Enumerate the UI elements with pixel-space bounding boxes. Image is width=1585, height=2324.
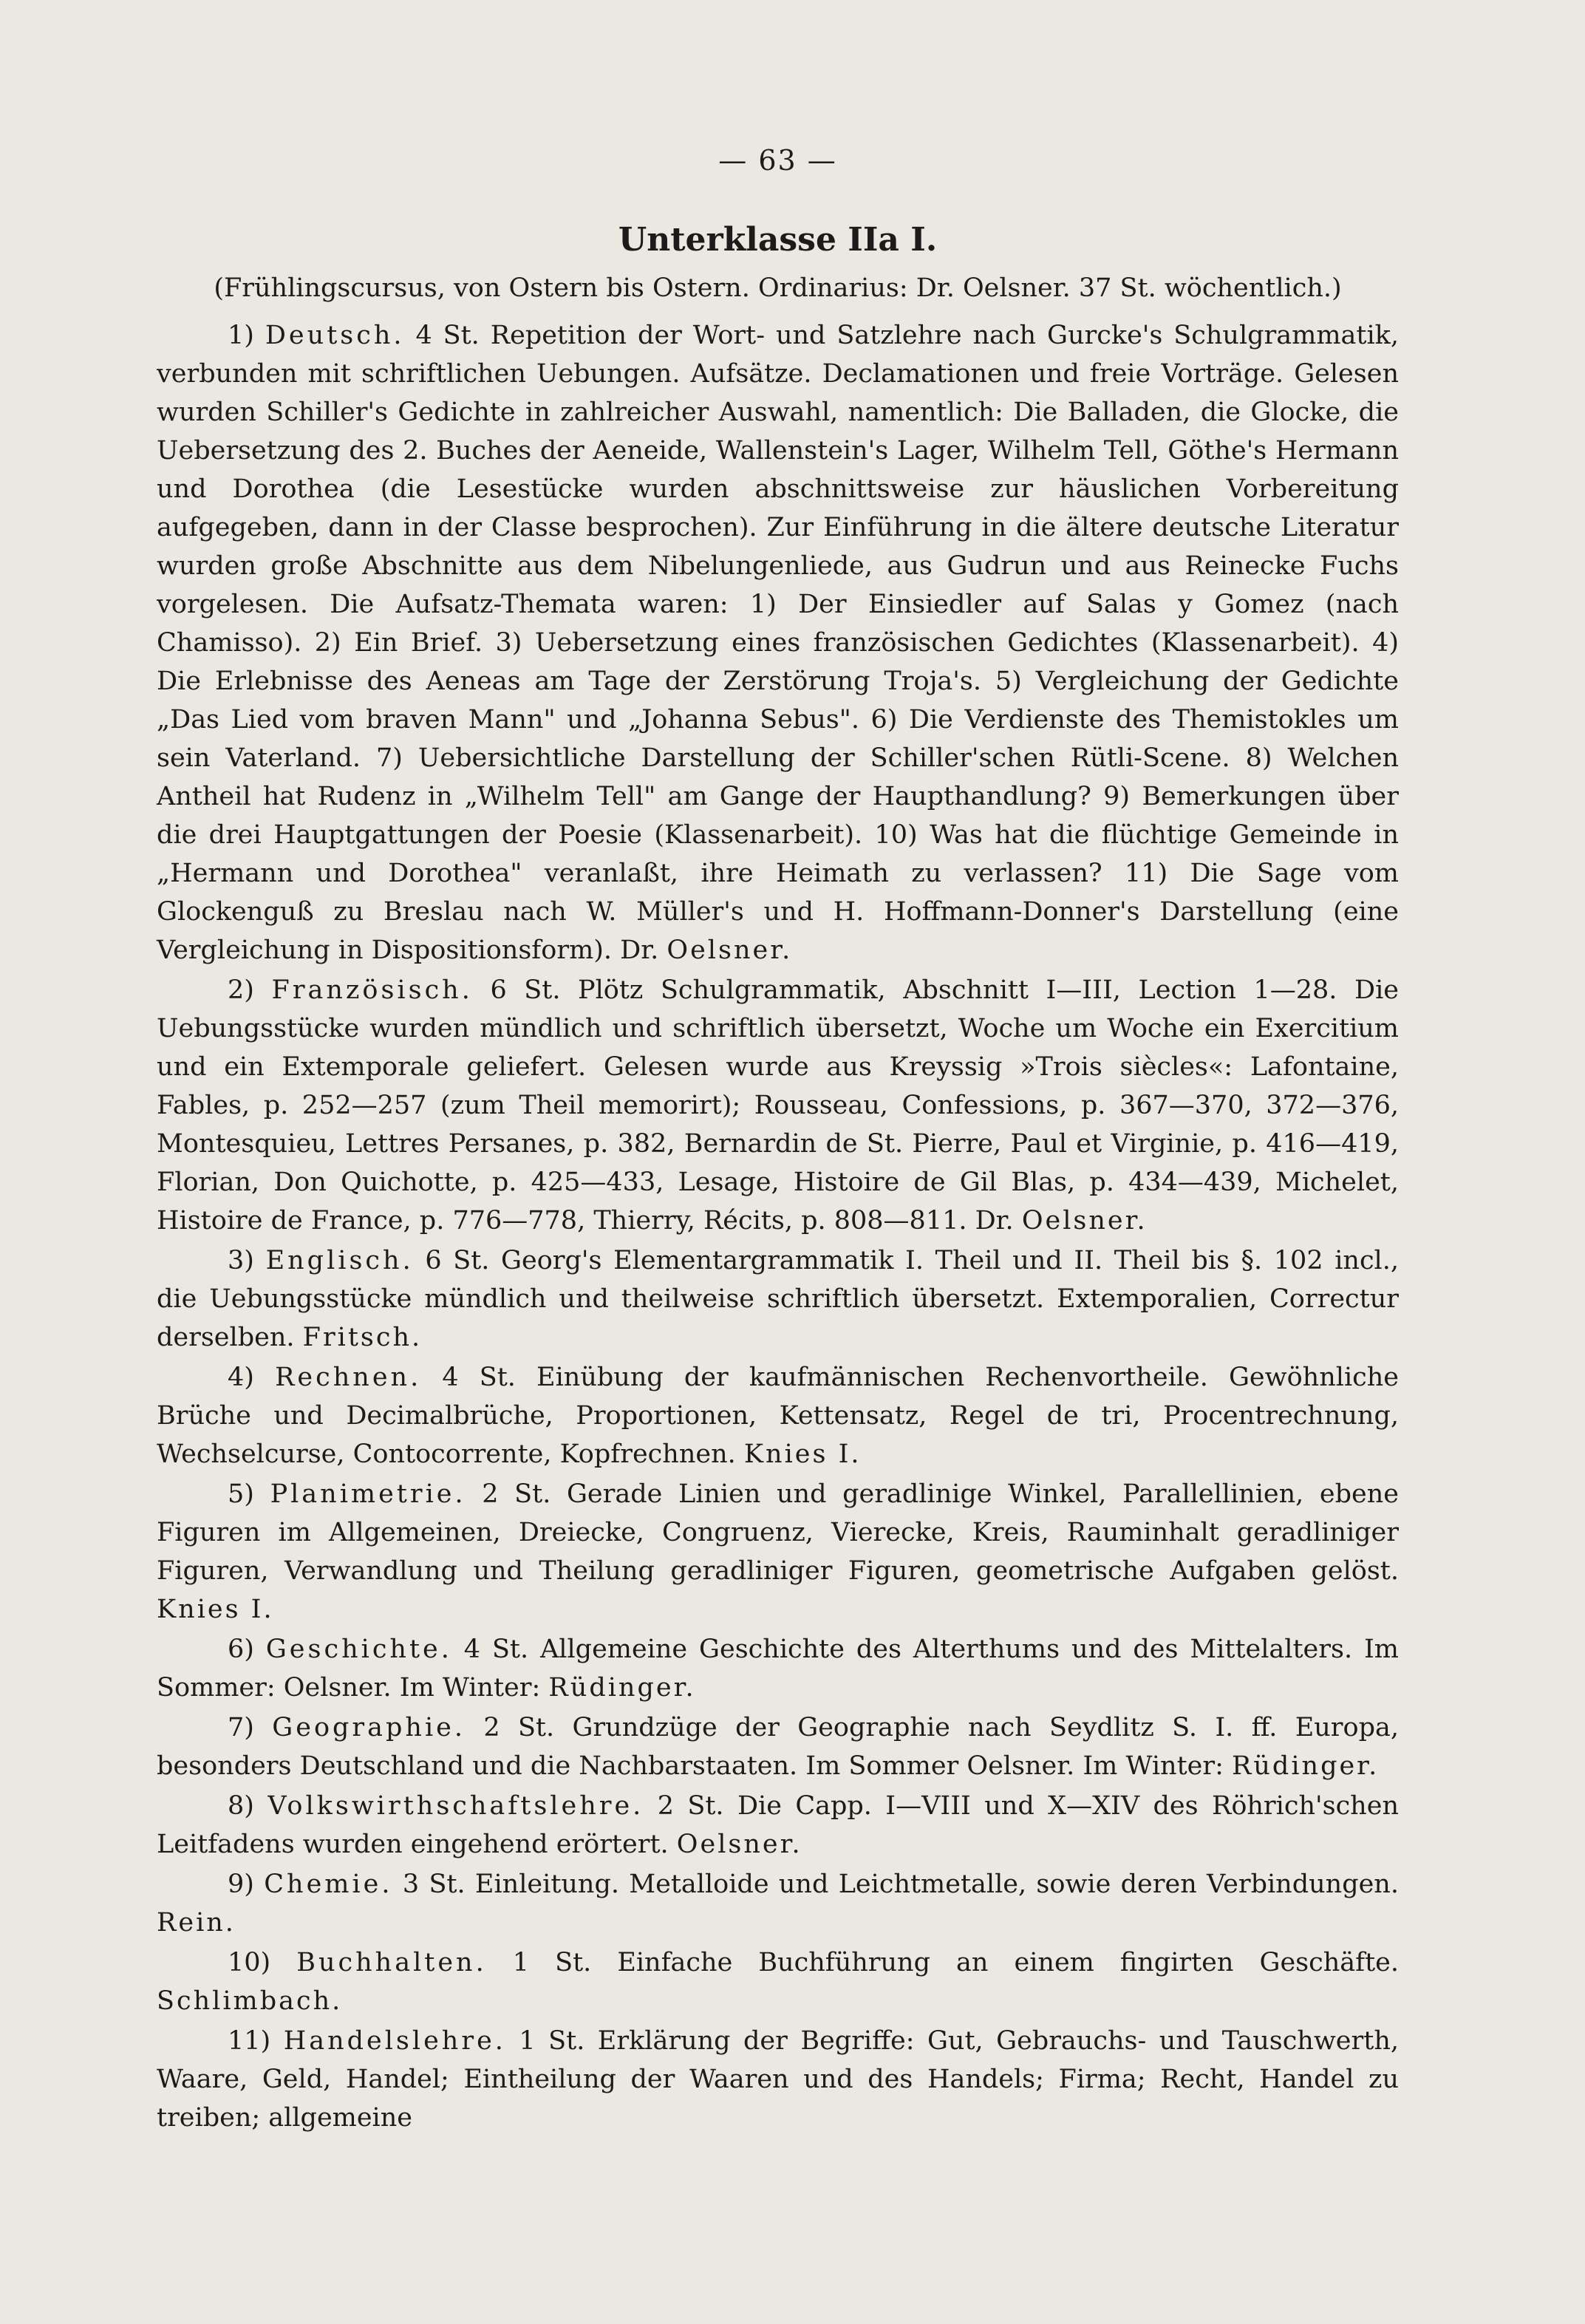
subject-teacher: Knies I.	[743, 1439, 862, 1469]
subject-text: 6 St. Georg's Elementargrammatik I. Theil und II. Theil bis §. 102 incl., die Uebungsstücke mündlich und theilweise schriftlich übersetzt. Extemporalien, Correctur derselben.	[157, 1246, 1399, 1352]
subject-teacher: Fritsch.	[302, 1323, 423, 1352]
subject-text: 6 St. Plötz Schulgrammatik, Abschnitt I—III, Lection 1—28. Die Uebungsstücke wurden mündlich und schriftlich übersetzt, Woche um Woche ein Exercitium und ein Extemporale geliefert. Gelesen wurde aus Kreyssig »Trois siècles«: Lafontaine, Fables, p. 252—257 (zum Theil memorirt); Rousseau, Confessions, p. 367—370, 372—376, Montesquieu, Lettres Persanes, p. 382, Bernardin de St. Pierre, Paul et Virginie, p. 416—419, Florian, Don Quichotte, p. 425—433, Lesage, Histoire de Gil Blas, p. 434—439, Michelet, Histoire de France, p. 776—778, Thierry, Récits, p. 808—811. Dr.	[157, 975, 1399, 1236]
subject-number: 10)	[228, 1948, 271, 1977]
subject-teacher: Oelsner.	[1021, 1206, 1148, 1236]
subject-teacher: Knies I.	[157, 1595, 274, 1624]
subject-history	[157, 1630, 1399, 1707]
subject-name: Buchhalten.	[296, 1948, 487, 1977]
subject-geography	[157, 1708, 1399, 1785]
class-title: Unterklasse IIa I.	[618, 221, 938, 259]
page-number: — 63 —	[718, 144, 837, 177]
subject-bookkeeping	[157, 1943, 1399, 2020]
subject-economics	[157, 1787, 1399, 1864]
subject-teacher: Oelsner.	[676, 1830, 802, 1859]
class-subtitle: (Frühlingscursus, von Ostern bis Ostern. Ordinarius: Dr. Oelsner. 37 St. wöchentlich.)	[214, 273, 1342, 303]
subject-name: Geographie.	[272, 1713, 466, 1742]
subject-name: Rechnen.	[275, 1363, 422, 1392]
subject-name: Deutsch.	[265, 321, 405, 350]
subject-french	[157, 971, 1399, 1240]
subject-text: 1 St. Einfache Buchführung an einem fingirten Geschäfte.	[512, 1948, 1399, 1977]
subject-number: 8)	[228, 1791, 254, 1821]
subject-text: 2 St. Grundzüge der Geographie nach Seydlitz S. I. ff. Europa, besonders Deutschland und die Nachbarstaaten. Im Sommer Oelsner. Im Winter:	[157, 1713, 1399, 1781]
subject-number: 2)	[228, 975, 254, 1005]
subject-german	[157, 316, 1399, 970]
subject-number: 3)	[228, 1246, 254, 1275]
subject-number: 9)	[228, 1870, 254, 1899]
subject-name: Planimetrie.	[270, 1479, 466, 1509]
subject-text: 4 St. Repetition der Wort- und Satzlehre nach Gurcke's Schulgrammatik, verbunden mit schriftlichen Uebungen. Aufsätze. Declamationen und freie Vorträge. Gelesen wurden Schiller's Gedichte in zahlreicher Auswahl, namentlich: Die Balladen, die Glocke, die Uebersetzung des 2. Buches der Aeneide, Wallenstein's Lager, Wilhelm Tell, Göthe's Hermann und Dorothea (die Lesestücke wurden abschnittsweise zur häuslichen Vorbereitung aufgegeben, dann in der Classe besprochen). Zur Einführung in die ältere deutsche Literatur wurden große Abschnitte aus dem Nibelungenliede, aus Gudrun und aus Reinecke Fuchs vorgelesen. Die Aufsatz-Themata waren: 1) Der Einsiedler auf Salas y Gomez (nach Chamisso). 2) Ein Brief. 3) Uebersetzung eines französischen Gedichtes (Klassenarbeit). 4) Die Erlebnisse des Aeneas am Tage der Zerstörung Troja's. 5) Vergleichung der Gedichte „Das Lied vom braven Mann" und „Johanna Sebus". 6) Die Verdienste des Themistokles um sein Vaterland. 7) Uebersichtliche Darstellung der Schiller'schen Rütli-Scene. 8) Welchen Antheil hat Rudenz in „Wilhelm Tell" am Gange der Haupthandlung? 9) Bemerkungen über die drei Hauptgattungen der Poesie (Klassenarbeit). 10) Was hat die flüchtige Gemeinde in „Hermann und Dorothea" veranlaßt, ihre Heimath zu verlassen? 11) Die Sage vom Glockenguß zu Breslau nach W. Müller's und H. Hoffmann-Donner's Darstellung (eine Vergleichung in Dispositionsform). Dr.	[157, 321, 1399, 965]
subject-name: Geschichte.	[265, 1635, 452, 1664]
subject-chemistry	[157, 1865, 1399, 1942]
subject-text: 4 St. Einübung der kaufmännischen Rechenvortheile. Gewöhnliche Brüche und Decimalbrüche, Proportionen, Kettensatz, Regel de tri, Procentrechnung, Wechselcurse, Contocorrente, Kopfrechnen.	[157, 1363, 1399, 1469]
subject-english	[157, 1241, 1399, 1357]
subject-text: 2 St. Die Capp. I—VIII und X—XIV des Röhrich'schen Leitfadens wurden eingehend erörtert.	[157, 1791, 1399, 1859]
subject-name: Chemie.	[264, 1870, 393, 1899]
subject-number: 5)	[228, 1479, 254, 1509]
subject-teacher: Schlimbach.	[157, 1986, 343, 2016]
subject-planimetry	[157, 1475, 1399, 1629]
subject-name: Englisch.	[265, 1246, 414, 1275]
subject-teacher: Rüdinger.	[1232, 1751, 1380, 1781]
subject-teacher: Rüdinger.	[548, 1673, 696, 1703]
subject-text: 4 St. Allgemeine Geschichte des Alterthums und des Mittelalters. Im Sommer: Oelsner. Im Winter:	[157, 1635, 1399, 1703]
subject-number: 7)	[228, 1713, 254, 1742]
subject-text: 1 St. Erklärung der Begriffe: Gut, Gebrauchs- und Tauschwerth, Waare, Geld, Handel; Eintheilung der Waaren und des Handels; Firma; Recht, Handel zu treiben; allgemeine	[157, 2026, 1399, 2133]
subject-teacher: Rein.	[157, 1908, 236, 1938]
subject-text: 3 St. Einleitung. Metalloide und Leichtmetalle, sowie deren Verbindungen.	[402, 1870, 1399, 1899]
subject-name: Volkswirthschaftslehre.	[267, 1791, 644, 1821]
subject-number: 11)	[228, 2026, 271, 2056]
subject-number: 6)	[228, 1635, 254, 1664]
subject-commerce	[157, 2022, 1399, 2137]
subject-name: Französisch.	[271, 975, 473, 1005]
subject-number: 1)	[228, 321, 254, 350]
subject-name: Handelslehre.	[283, 2026, 506, 2056]
subject-text: 2 St. Gerade Linien und geradlinige Winkel, Parallellinien, ebene Figuren im Allgemeinen, Dreiecke, Congruenz, Vierecke, Kreis, Rauminhalt geradliniger Figuren, Verwandlung und Theilung geradliniger Figuren, geometrische Aufgaben gelöst.	[157, 1479, 1399, 1586]
subject-arithmetic	[157, 1358, 1399, 1473]
subject-number: 4)	[228, 1363, 254, 1392]
subject-teacher: Oelsner.	[667, 936, 793, 965]
